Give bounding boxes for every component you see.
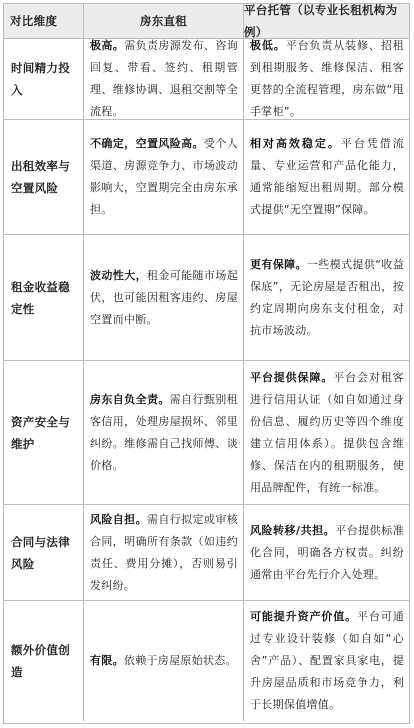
platform-highlight: 相对高效稳定。	[250, 137, 341, 150]
platform-cell	[244, 39, 409, 120]
landlord-highlight: 风险自担。	[90, 512, 147, 526]
landlord-text: 受个人渠道、房源竞争力、市场波动影响大，空置期完全由房东承担。	[90, 137, 239, 216]
landlord-highlight: 房东自负全责。	[90, 392, 170, 406]
platform-text: 平台负责从装修、招租到租期服务、维修保洁、租客更替的全流程管理，房东做“甩手掌柜”。	[250, 39, 405, 118]
landlord-cell	[84, 361, 244, 505]
platform-cell	[244, 601, 409, 721]
platform-highlight: 更有保障。	[250, 257, 307, 271]
platform-highlight: 极低。	[250, 39, 286, 52]
dimension-label: 出租效率与空置风险	[11, 159, 70, 195]
landlord-cell	[84, 120, 244, 235]
dimension-label: 合同与法律风险	[11, 534, 70, 571]
platform-text: 平台提供标准化合同，明确各方权责。纠纷通常由平台先行介入处理。	[250, 523, 404, 581]
platform-highlight: 可能提升资产价值。	[250, 610, 358, 623]
platform-highlight: 平台提供保障。	[250, 370, 334, 384]
platform-cell	[244, 505, 409, 601]
header-dimension: 对比维度	[4, 4, 84, 39]
landlord-cell	[84, 505, 244, 601]
landlord-highlight: 不确定，空置风险高。	[90, 137, 204, 150]
platform-cell	[244, 235, 409, 361]
platform-cell	[244, 120, 409, 235]
header-platform: 平台托管（以专业长租机构为例）	[244, 4, 409, 39]
row-dimension	[4, 39, 84, 120]
platform-text: 一些模式提供“收益保底”，无论房屋是否租出，按约定周期向房东支付租金，对抗市场波动。	[250, 257, 404, 337]
dimension-label: 租金收益稳定性	[11, 279, 70, 316]
row-dimension	[4, 505, 84, 601]
landlord-cell	[84, 39, 244, 120]
header-landlord: 房东直租	[84, 4, 244, 39]
landlord-highlight: 极高。	[90, 39, 125, 52]
landlord-text: 需自行甄别租客信用，处理房屋损坏、邻里纠纷。维修需自己找师傅、谈价格。	[90, 392, 238, 472]
row-dimension	[4, 235, 84, 361]
platform-highlight: 风险转移/共担。	[250, 523, 336, 537]
landlord-text: 需负责房源发布、咨询回复、带看、签约、租期管理、维修协调、退租交割等全流程。	[90, 39, 239, 118]
row-dimension	[4, 361, 84, 505]
row-dimension	[4, 120, 84, 235]
landlord-highlight: 有限。	[90, 654, 124, 667]
landlord-text: 需自行拟定或审核合同，明确所有条款（如违约责任、费用分摊），否则易引发纠纷。	[90, 512, 239, 592]
landlord-highlight: 波动性大，	[90, 268, 147, 282]
landlord-cell	[84, 235, 244, 361]
platform-text: 平台可通过专业设计装修（如自如“心舍”产品）、配置家具家电，提升房屋品质和市场竞争力，利于长期保值增值。	[250, 610, 405, 711]
landlord-text: 依赖于房屋原始状态。	[123, 654, 237, 667]
platform-text: 平台会对租客进行信用认证（如自如通过身份信息、履约历史等四个维度建立信用体系）。提供包含维修、保洁在内的租期服务，使用品牌配件，有统一标准。	[250, 370, 404, 494]
dimension-label: 时间精力投入	[11, 61, 70, 97]
landlord-text: 租金可能随市场起伏，也可能因租客违约、房屋空置而中断。	[90, 268, 239, 326]
dimension-label: 额外价值创造	[11, 643, 70, 679]
comparison-table	[3, 3, 410, 724]
dimension-label: 资产安全与维护	[11, 414, 70, 451]
landlord-cell	[84, 601, 244, 721]
platform-text: 平台凭借流量、专业运营和产品化能力，通常能缩短出租周期。部分模式提供“无空置期”保障。	[250, 137, 404, 216]
row-dimension	[4, 601, 84, 721]
platform-cell	[244, 361, 409, 505]
